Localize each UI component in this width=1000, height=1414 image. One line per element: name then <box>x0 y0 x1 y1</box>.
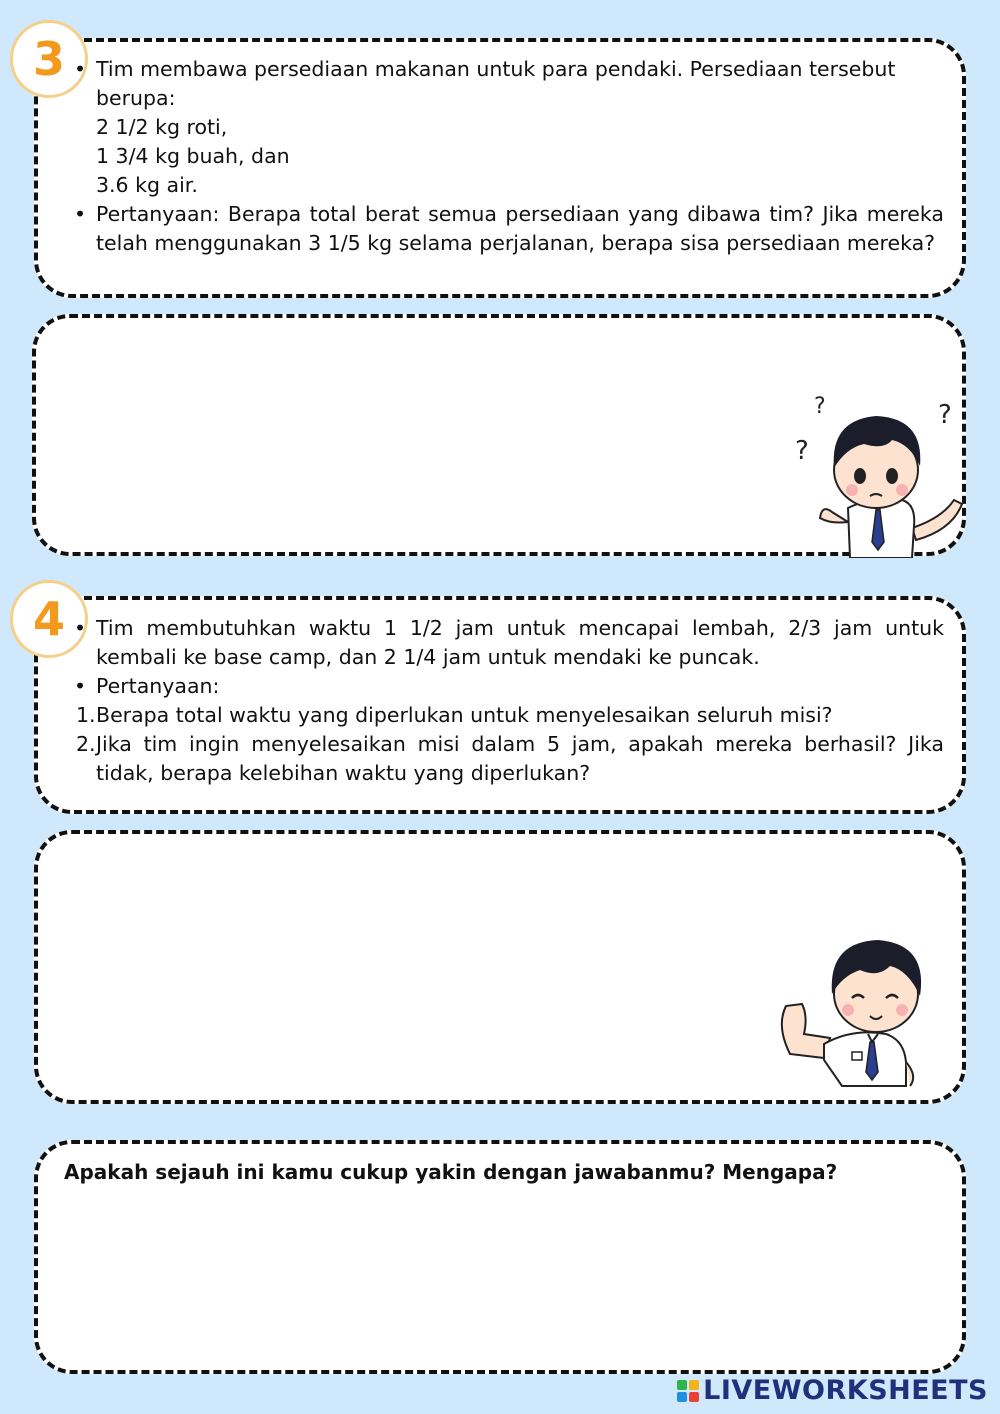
logo-letter-i <box>689 1380 699 1390</box>
question-mark-3: ? <box>795 436 809 466</box>
q3-question: • Pertanyaan: Berapa total berat semua persediaan yang dibawa tim? Jika mereka telah menggunakan 3 1/5 kg selama perjalanan, berapa sisa persediaan mereka? <box>38 200 944 258</box>
q3-item-air: 3.6 kg air. <box>96 173 198 197</box>
reflection-prompt: Apakah sejauh ini kamu cukup yakin dengan jawabanmu? Mengapa? <box>64 1160 838 1184</box>
confident-boy-illustration <box>772 936 950 1094</box>
q4-question-label: • Pertanyaan: <box>38 672 944 701</box>
q4-intro: • Tim membutuhkan waktu 1 1/2 jam untuk mencapai lembah, 2/3 jam untuk kembali ke base camp, dan 2 1/4 jam untuk mendaki ke puncak. <box>38 614 944 672</box>
q3-item-roti: 2 1/2 kg roti, <box>96 115 228 139</box>
q3-item-buah: 1 3/4 kg buah, dan <box>96 144 290 168</box>
q3-number-badge: 3 <box>10 20 88 98</box>
liveworksheets-logo-icon <box>677 1380 699 1402</box>
logo-letter-l <box>677 1380 687 1390</box>
q3-intro-line1: Tim membawa persediaan makanan untuk para pendaki. Persediaan tersebut <box>96 57 896 81</box>
confused-boy-illustration <box>812 400 972 558</box>
logo-letter-e <box>689 1392 699 1402</box>
q4-subquestion-1 <box>38 701 944 730</box>
q4-number-badge: 4 <box>10 580 88 658</box>
question-mark-1: ? <box>814 394 826 419</box>
q3-intro-line2: berupa: <box>96 86 176 110</box>
q4-subquestion-2-text: Jika tim ingin menyelesaikan misi dalam 5 jam, apakah mereka berhasil? Jika tidak, berapa kelebihan waktu yang diperlukan? <box>96 732 944 785</box>
q4-subquestion-2-number: 2. <box>76 732 96 756</box>
q3-question-text <box>38 55 944 258</box>
q4-subquestion-1-text: Berapa total waktu yang diperlukan untuk menyelesaikan seluruh misi? <box>96 703 833 727</box>
q4-subquestion-1-number: 1. <box>76 703 96 727</box>
question-mark-2: ? <box>938 400 952 430</box>
q4-subquestion-2 <box>38 730 944 788</box>
liveworksheets-brand[interactable] <box>677 1375 988 1406</box>
brand-text: LIVEWORKSHEETS <box>703 1375 988 1406</box>
q4-question-text <box>38 614 944 788</box>
logo-letter-v <box>677 1392 687 1402</box>
q3-intro <box>38 55 944 113</box>
